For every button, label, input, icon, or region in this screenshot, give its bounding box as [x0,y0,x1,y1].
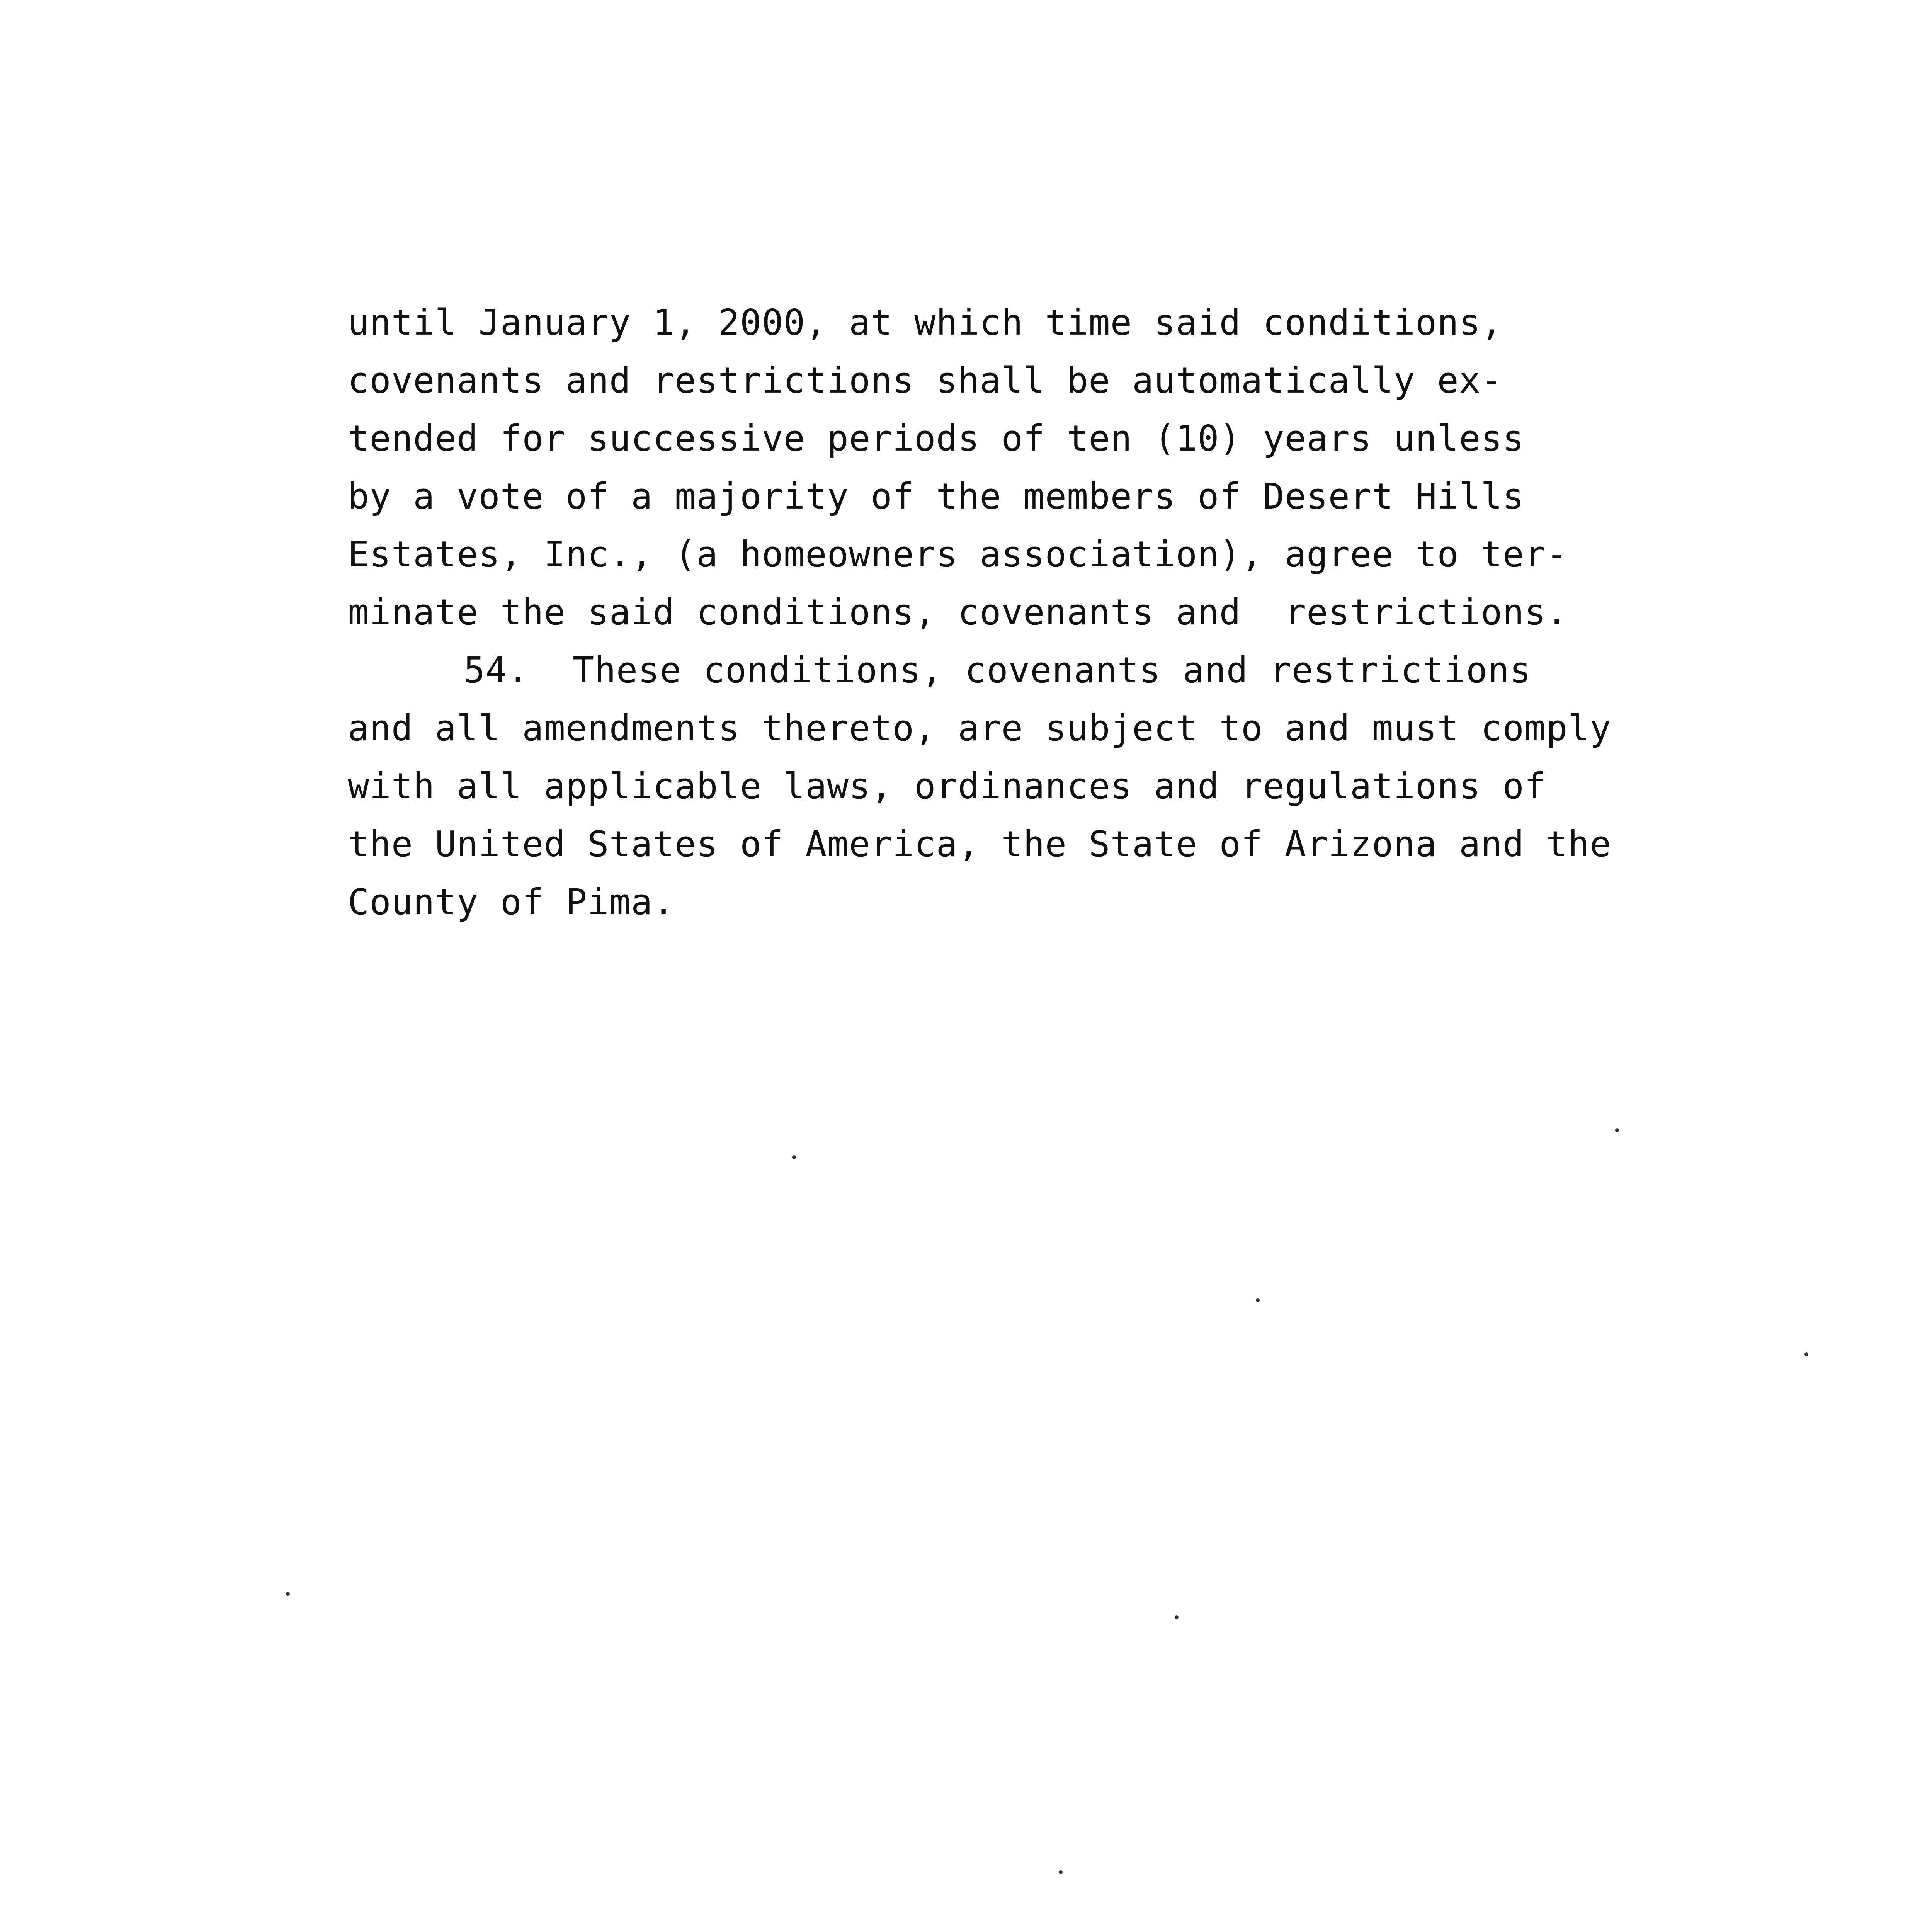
document-body [348,294,1739,931]
scan-speck [792,1155,796,1159]
text-line: covenants and restrictions shall be automatically ex- [348,360,1503,401]
text-line: 54. These conditions, covenants and restrictions [464,650,1532,691]
scan-speck [1059,1870,1063,1874]
text-line: County of Pima. [348,881,675,923]
scan-speck [1175,1615,1179,1619]
text-line: Estates, Inc., (a homeowners association), agree to ter- [348,534,1568,575]
text-line: tended for successive periods of ten (10) years unless [348,418,1524,459]
text-line: the United States of America, the State of Arizona and the [348,823,1612,865]
scan-speck [1256,1298,1260,1302]
text-line: with all applicable laws, ordinances and regulations of [348,765,1546,807]
scan-speck [286,1592,290,1596]
text-line: minate the said conditions, covenants and restrictions. [348,592,1568,633]
scan-speck [1804,1352,1808,1356]
text-line: by a vote of a majority of the members of Desert Hills [348,476,1524,517]
text-line: and all amendments thereto, are subject to and must comply [348,707,1612,749]
text-line: until January 1, 2000, at which time said conditions, [348,302,1503,343]
scan-speck [1615,1128,1619,1132]
